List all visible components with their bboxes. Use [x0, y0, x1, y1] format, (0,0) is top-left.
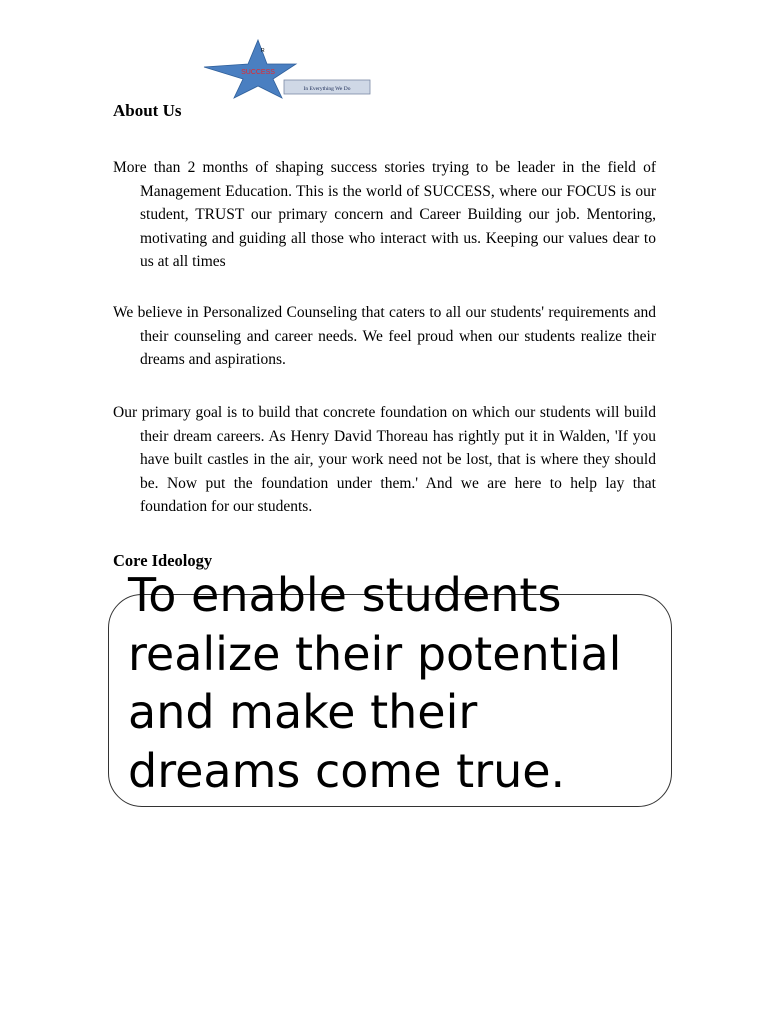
core-ideology-statement: To enable students realize their potential and make their dreams come true. — [128, 568, 622, 798]
logo-star-text: SUCCESS — [241, 69, 275, 76]
success-logo — [200, 38, 380, 100]
about-paragraph-3: Our primary goal is to build that concrete foundation on which our students will build their dream careers. As Henry David Thoreau has rightly put it in Walden, 'If you have built castles in the air, your work need not be lost, that is where they should be. Now put the foundation under them.' And we are here to help lay that foundation for our students. — [113, 404, 656, 515]
core-ideology-heading: Core Ideology — [113, 551, 213, 570]
registered-mark: R — [261, 48, 265, 54]
star-logo-icon — [200, 38, 380, 100]
about-heading: About Us — [113, 101, 182, 120]
about-paragraph-2: We believe in Personalized Counseling that caters to all our students' requirements and their counseling and career needs. We feel proud when our students realize their dreams and aspirations. — [113, 304, 656, 368]
about-paragraph-1: More than 2 months of shaping success stories trying to be leader in the field of Management Education. This is the world of SUCCESS, where our FOCUS is our student, TRUST our primary concern and Career Building our job. Mentoring, motivating and guiding all those who interact with us. Keeping our values dear to us at all times — [113, 159, 656, 270]
logo-tagline: In Everything We Do — [303, 86, 351, 92]
